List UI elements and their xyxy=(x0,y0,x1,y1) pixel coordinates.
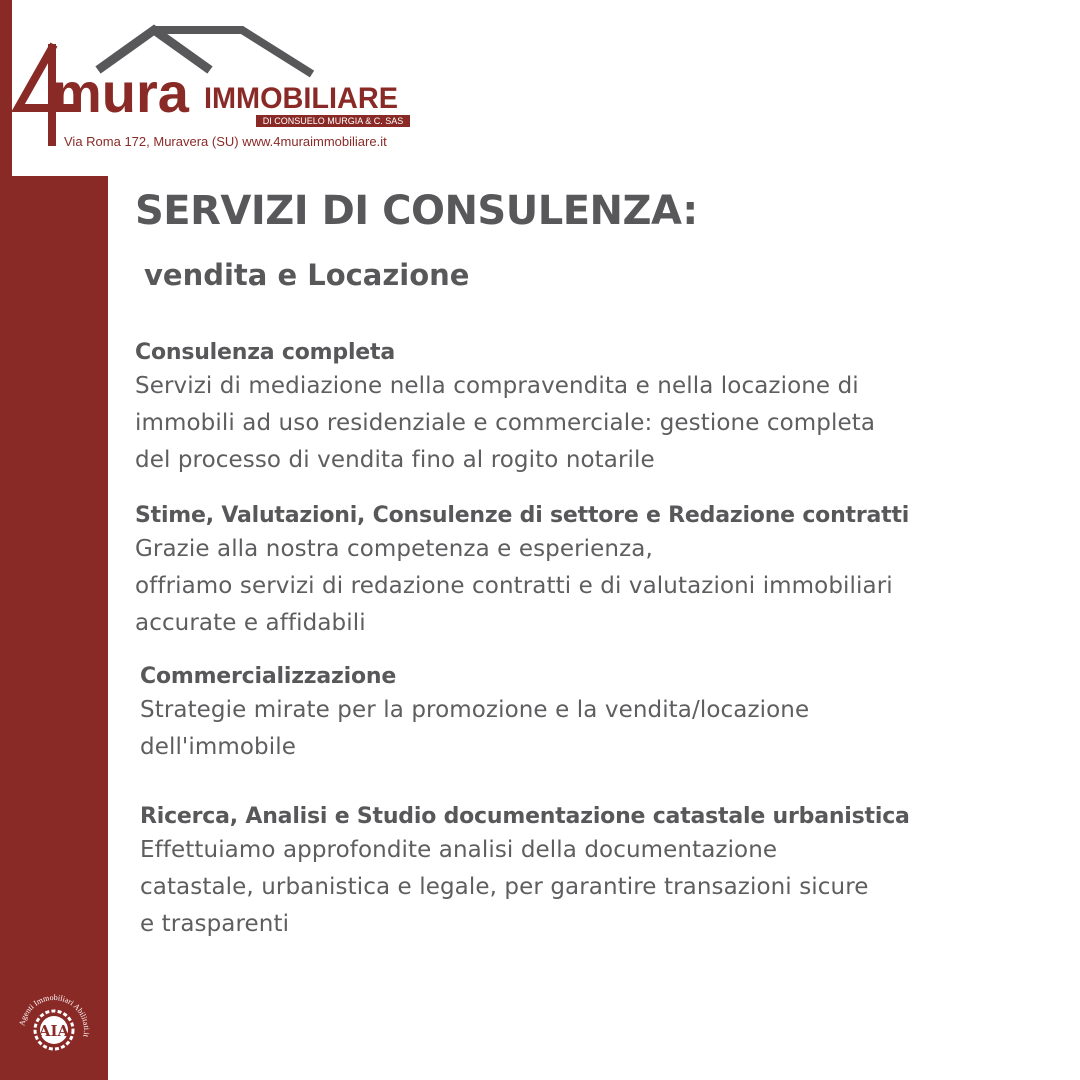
section-body: Effettuiamo approfondite analisi della documentazione catastale, urbanistica e legale, per garantire transazioni sicure e trasparenti xyxy=(140,837,869,937)
section-stime-valutazioni xyxy=(135,501,1055,642)
logo xyxy=(12,0,404,176)
page-title: SERVIZI DI CONSULENZA: xyxy=(135,188,698,234)
section-heading: Commercializzazione xyxy=(140,664,397,689)
logo-address: Via Roma 172, Muravera (SU) www.4muraimmobiliare.it xyxy=(64,134,387,149)
section-ricerca-analisi xyxy=(140,802,1060,943)
section-body: Strategie mirate per la promozione e la vendita/locazione dell'immobile xyxy=(140,697,810,760)
section-body: Servizi di mediazione nella compravendita e nella locazione di immobili ad uso residenziale e commerciale: gestione completa del processo di vendita fino al rogito notarile xyxy=(135,373,876,473)
section-heading: Ricerca, Analisi e Studio documentazione catastale urbanistica xyxy=(140,804,910,829)
badge-ring-text: Agenti Immobiliari Abilitati.it xyxy=(17,992,92,1038)
aia-seal-icon xyxy=(14,990,94,1070)
logo-company: DI CONSUELO MURGIA & C. SAS xyxy=(256,115,410,127)
logo-mark-icon xyxy=(12,0,400,176)
page-subtitle: vendita e Locazione xyxy=(144,258,470,292)
section-heading: Consulenza completa xyxy=(135,340,395,365)
section-consulenza-completa xyxy=(135,338,1055,479)
section-body: Grazie alla nostra competenza e esperienza, offriamo servizi di redazione contratti e di valutazioni immobiliari accurate e affidabili xyxy=(135,536,893,636)
logo-brand-immobiliare: IMMOBILIARE xyxy=(204,82,398,115)
section-heading: Stime, Valutazioni, Consulenze di settore e Redazione contratti xyxy=(135,503,910,528)
section-commercializzazione xyxy=(140,662,1060,766)
logo-brand-mura: mura xyxy=(52,61,189,124)
badge-monogram: AIA xyxy=(38,1022,70,1040)
